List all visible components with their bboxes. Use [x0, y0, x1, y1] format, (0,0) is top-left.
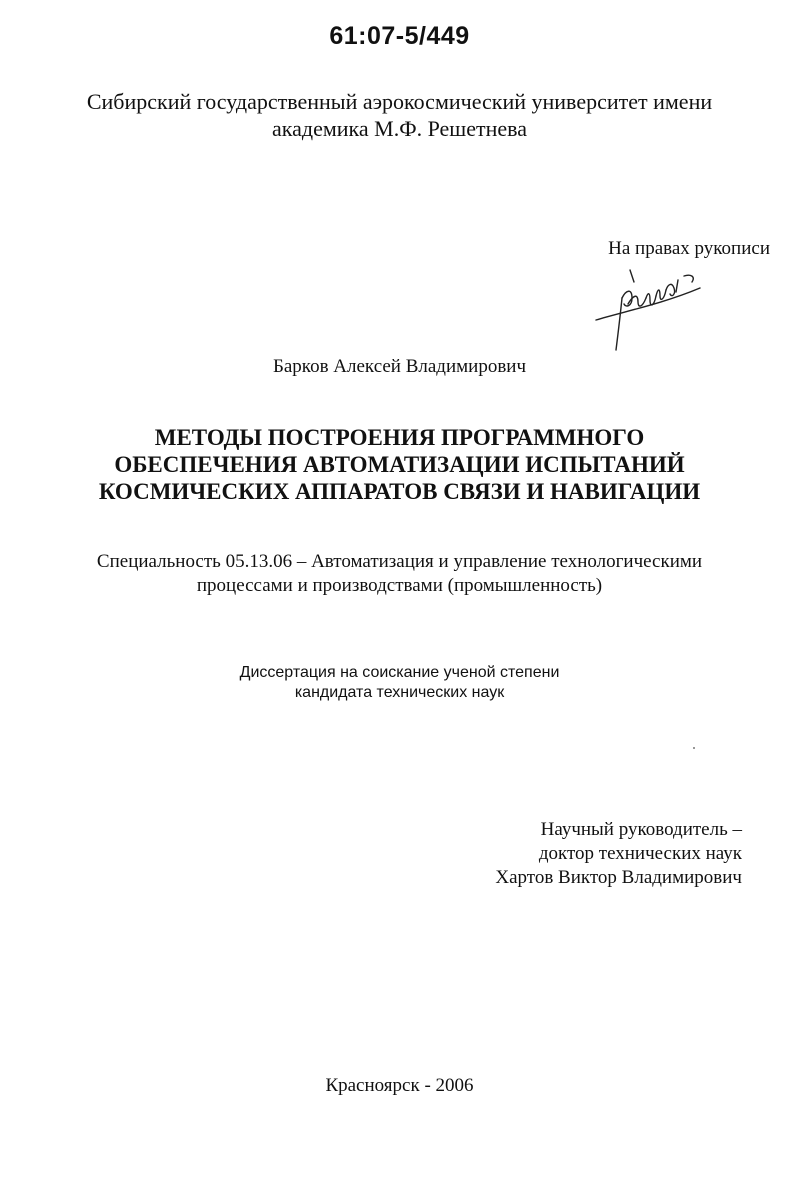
specialty-line: Специальность 05.13.06 – Автоматизация и управление технологическими [96, 551, 703, 572]
institution-line: академика М.Ф. Решетнева [271, 116, 528, 141]
degree-line: кандидата технических наук [294, 684, 505, 701]
advisor-line: Научный руководитель – [540, 819, 742, 840]
institution-name [40, 88, 759, 142]
scan-speck [693, 747, 695, 749]
title-line: ОБЕСПЕЧЕНИЯ АВТОМАТИЗАЦИИ ИСПЫТАНИЙ [114, 452, 685, 477]
title-line: МЕТОДЫ ПОСТРОЕНИЯ ПРОГРАММНОГО [154, 425, 645, 450]
advisor-line: Хартов Виктор Владимирович [495, 867, 742, 888]
advisor-line: доктор технических наук [538, 843, 742, 864]
manuscript-rights-note: На правах рукописи [608, 238, 770, 259]
institution-line: Сибирский государственный аэрокосмический университет имени [86, 89, 713, 114]
specialty [60, 550, 739, 598]
catalog-number: 61:07-5/449 [329, 22, 470, 50]
signature-icon [592, 268, 704, 352]
degree-statement [40, 663, 759, 703]
city-year: Красноярск - 2006 [325, 1075, 474, 1096]
author-name: Барков Алексей Владимирович [272, 356, 527, 377]
scientific-advisor [420, 818, 742, 890]
specialty-line: процессами и производствами (промышленность) [196, 575, 603, 596]
dissertation-title [40, 424, 759, 505]
title-line: КОСМИЧЕСКИХ АППАРАТОВ СВЯЗИ И НАВИГАЦИИ [98, 479, 701, 504]
degree-line: Диссертация на соискание ученой степени [239, 664, 560, 681]
